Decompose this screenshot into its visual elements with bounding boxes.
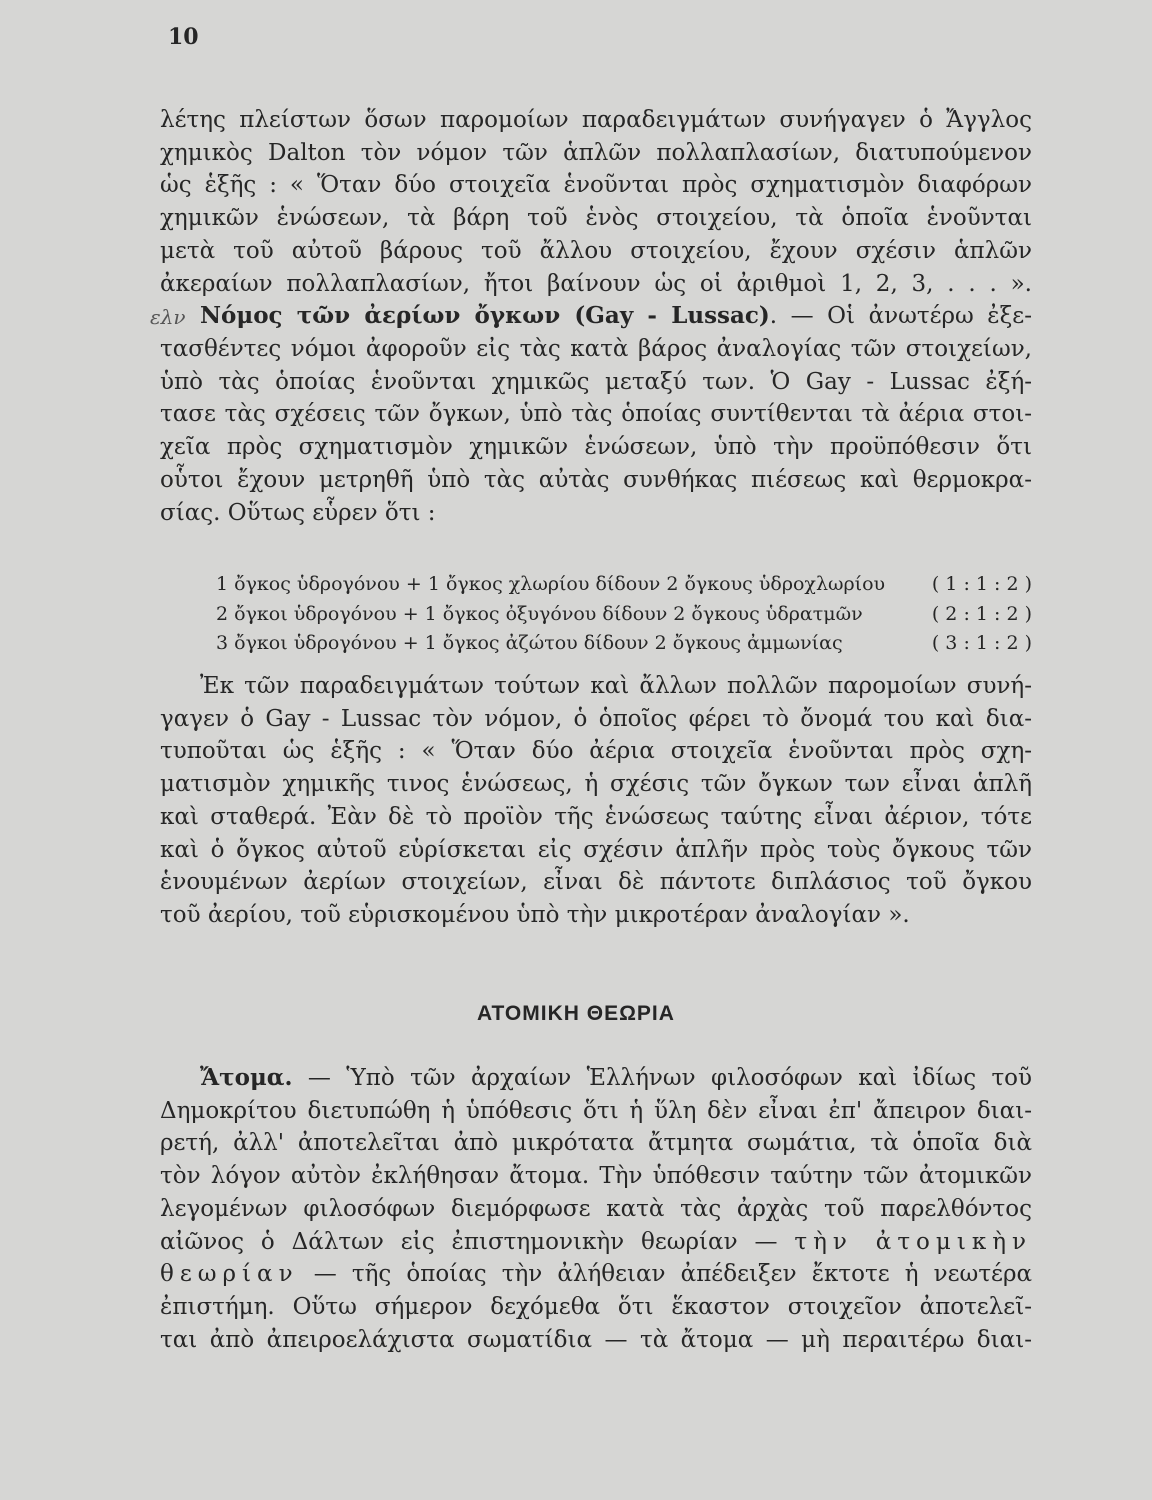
text-line: Νόμος τῶν ἀερίων ὄγκων (Gay - Lussac). — Οἱ ἀνωτέρω ἐξε- <box>200 302 1032 329</box>
text-line: Ἄτομα. — Ὑπὸ τῶν ἀρχαίων Ἑλλήνων φιλοσόφων καὶ ἰδίως τοῦ <box>200 1064 1032 1091</box>
paragraph-dalton <box>160 104 1032 300</box>
reaction-list <box>216 570 1032 659</box>
page-number: 10 <box>168 24 199 50</box>
text-line: Ἐκ τῶν παραδειγμάτων τούτων καὶ ἄλλων πολλῶν παρομοίων συνή- <box>200 673 1032 699</box>
text-line: λέτης πλείστων ὅσων παρομοίων παραδειγμάτων συνήγαγεν ὁ Ἄγγλος <box>160 107 1032 133</box>
text-line: σίας. Οὕτως εὗρεν ὅτι : <box>160 499 436 526</box>
paragraph-gay-lussac <box>200 300 1032 333</box>
text-line: τασθέντες νόμοι ἀφοροῦν εἰς τὰς κατὰ βάρος ἀναλογίας τῶν στοιχείων, <box>160 336 1032 362</box>
spaced-emphasis: θεωρίαν <box>160 1261 299 1288</box>
text-line: χημικῶν ἑνώσεων, τὰ βάρη τοῦ ἑνὸς στοιχείου, τὰ ὁποῖα ἑνοῦνται <box>160 205 1032 232</box>
text-line: γαγεν ὁ Gay - Lussac τὸν νόμον, ὁ ὁποῖος φέρει τὸ ὄνομά του καὶ δια- <box>160 705 1032 732</box>
handwritten-margin-note: ελν <box>150 305 186 329</box>
text-line: θεωρίαν — τῆς ὁποίας τὴν ἀλήθειαν ἀπέδειξεν ἔκτοτε ἡ νεωτέρα <box>160 1261 1033 1288</box>
text-line: ὑπὸ τὰς ὁποίας ἑνοῦνται χημικῶς μεταξύ των. Ὁ Gay - Lussac ἐξή- <box>160 368 1032 395</box>
reaction-row: 1 ὄγκος ὑδρογόνου + 1 ὄγκος χλωρίου δίδουν 2 ὄγκους ὑδροχλωρίου ( 1 : 1 : 2 ) <box>216 570 1032 600</box>
text-line: τὸν λόγον αὐτὸν ἐκλήθησαν ἄτομα. Τὴν ὑπόθεσιν ταύτην τῶν ἀτομικῶν <box>160 1163 1032 1190</box>
paragraph-atoms <box>160 1062 1032 1356</box>
text-line: Δημοκρίτου διετυπώθη ἡ ὑπόθεσις ὅτι ἡ ὕλη δὲν εἶναι ἐπ' ἄπειρον διαι- <box>160 1097 1032 1124</box>
spaced-emphasis: τὴν ἀτομικὴν <box>794 1228 1033 1255</box>
ratio: ( 3 : 1 : 2 ) <box>931 632 1032 654</box>
text-line: αἰῶνος ὁ Δάλτων εἰς ἐπιστημονικὴν θεωρίαν — τὴν ἀτομικὴν <box>160 1228 1033 1255</box>
text-line: λεγομένων φιλοσόφων διεμόρφωσε κατὰ τὰς ἀρχὰς τοῦ παρελθόντος <box>160 1195 1032 1222</box>
text-line: χημικὸς Dalton τὸν νόμον τῶν ἁπλῶν πολλαπλασίων, διατυπούμενον <box>160 139 1032 166</box>
text-line: ται ἀπὸ ἀπειροελάχιστα σωματίδια — τὰ ἄτομα — μὴ περαιτέρω διαι- <box>160 1326 1032 1353</box>
atoms-heading: Ἄτομα. <box>200 1064 293 1091</box>
text-line: ματισμὸν χημικῆς τινος ἑνώσεως, ἡ σχέσις τῶν ὄγκων των εἶναι ἁπλῆ <box>160 771 1032 798</box>
text-line: οὗτοι ἔχουν μετρηθῆ ὑπὸ τὰς αὐτὰς συνθήκας πιέσεως καὶ θερμοκρα- <box>160 466 1032 493</box>
text-line: ἀκεραίων πολλαπλασίων, ἤτοι βαίνουν ὡς οἱ ἀριθμοὶ 1, 2, 3, . . . ». <box>160 270 1032 297</box>
text-line: τοῦ ἀερίου, τοῦ εὑρισκομένου ὑπὸ τὴν μικροτέραν ἀναλογίαν ». <box>160 901 910 928</box>
ratio: ( 1 : 1 : 2 ) <box>931 573 1032 595</box>
text-line: τασε τὰς σχέσεις τῶν ὄγκων, ὑπὸ τὰς ὁποίας συντίθενται τὰ ἀέρια στοι- <box>160 401 1032 428</box>
gay-lussac-law-heading: Νόμος τῶν ἀερίων ὄγκων (Gay - Lussac) <box>200 302 770 329</box>
text-line: ρετή, ἀλλ' ἀποτελεῖται ἀπὸ μικρότατα ἄτμητα σωμάτια, τὰ ὁποῖα διὰ <box>160 1130 1032 1157</box>
text-line: ἑνουμένων ἀερίων στοιχείων, εἶναι δὲ πάντοτε διπλάσιος τοῦ ὄγκου <box>160 869 1032 896</box>
text-line: καὶ ὁ ὄγκος αὐτοῦ εὑρίσκεται εἰς σχέσιν ἁπλῆν πρὸς τοὺς ὄγκους τῶν <box>160 836 1032 863</box>
ratio: ( 2 : 1 : 2 ) <box>931 602 1032 625</box>
text-line: ἐπιστήμη. Οὕτω σήμερον δεχόμεθα ὅτι ἕκαστον στοιχεῖον ἀποτελεῖ- <box>160 1293 1032 1320</box>
text-line: χεῖα πρὸς σχηματισμὸν χημικῶν ἑνώσεων, ὑπὸ τὴν προϋπόθεσιν ὅτι <box>160 434 1032 461</box>
reaction-row: 3 ὄγκοι ὑδρογόνου + 1 ὄγκος ἀζώτου δίδουν 2 ὄγκους ἀμμωνίας ( 3 : 1 : 2 ) <box>216 629 1032 659</box>
paragraph-gay-lussac-body <box>160 333 1032 529</box>
paragraph-law-statement <box>160 670 1032 932</box>
reaction-row: 2 ὄγκοι ὑδρογόνου + 1 ὄγκος ὀξυγόνου δίδουν 2 ὄγκους ὑδρατμῶν ( 2 : 1 : 2 ) <box>216 600 1032 630</box>
text-line: καὶ σταθερά. Ἐὰν δὲ τὸ προϊὸν τῆς ἑνώσεως ταύτης εἶναι ἀέριον, τότε <box>160 803 1032 830</box>
text-line: ὡς ἑξῆς : « Ὅταν δύο στοιχεῖα ἑνοῦνται πρὸς σχηματισμὸν διαφόρων <box>160 172 1032 199</box>
text-line: μετὰ τοῦ αὐτοῦ βάρους τοῦ ἄλλου στοιχείου, ἔχουν σχέσιν ἁπλῶν <box>160 237 1032 264</box>
section-heading: ΑΤΟΜΙΚΗ ΘΕΩΡΙΑ <box>477 1002 675 1025</box>
text-line: τυποῦται ὡς ἑξῆς : « Ὅταν δύο ἀέρια στοιχεῖα ἑνοῦνται πρὸς σχη- <box>160 738 1032 765</box>
